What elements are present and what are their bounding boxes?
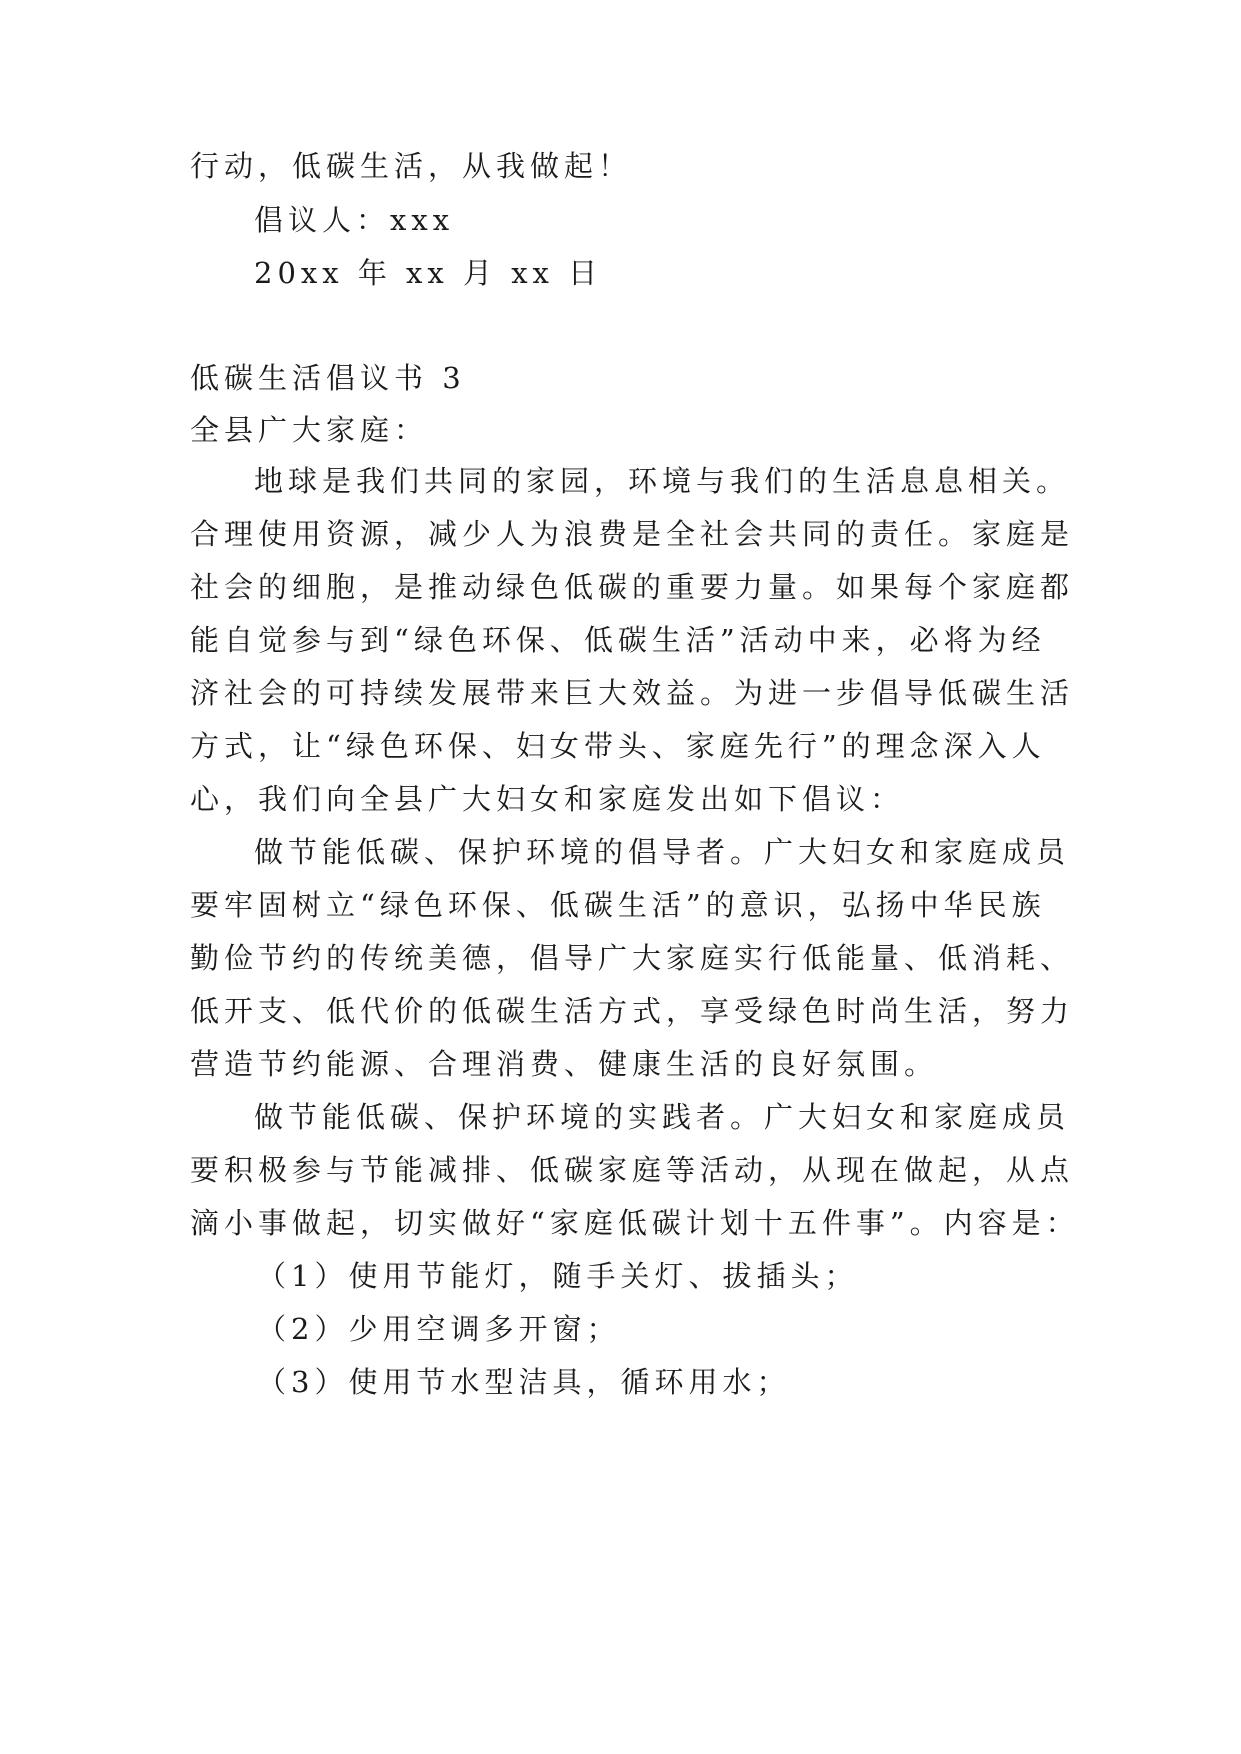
paragraph-line: 要牢固树立“绿色环保、低碳生活”的意识，弘扬中华民族: [190, 888, 1046, 922]
paragraph-line: 做节能低碳、保护环境的倡导者。广大妇女和家庭成员: [254, 835, 1071, 869]
paragraph-line: 滴小事做起，切实做好“家庭低碳计划十五件事”。内容是：: [190, 1206, 1080, 1240]
paragraph-line: 低开支、低代价的低碳生活方式，享受绿色时尚生活，努力: [190, 994, 1075, 1028]
paragraph-line: 能自觉参与到“绿色环保、低碳生活”活动中来，必将为经: [190, 623, 1046, 657]
paragraph-line: 济社会的可持续发展带来巨大效益。为进一步倡导低碳生活: [190, 676, 1075, 710]
list-item: （3）使用节水型洁具，循环用水；: [257, 1365, 791, 1399]
signer-line: 倡议人：xxx: [254, 203, 455, 237]
section-title: 低碳生活倡议书 3: [190, 361, 466, 395]
list-item: （2）少用空调多开窗；: [257, 1312, 621, 1346]
paragraph-line: 合理使用资源，减少人为浪费是全社会共同的责任。家庭是: [190, 517, 1075, 551]
paragraph-line: 心，我们向全县广大妇女和家庭发出如下倡议：: [190, 782, 905, 816]
paragraph-line: 地球是我们共同的家园，环境与我们的生活息息相关。: [254, 464, 1071, 498]
paragraph-line: 社会的细胞，是推动绿色低碳的重要力量。如果每个家庭都: [190, 570, 1075, 604]
paragraph-line: 要积极参与节能减排、低碳家庭等活动，从现在做起，从点: [190, 1153, 1075, 1187]
paragraph-line: 营造节约能源、合理消费、健康生活的良好氛围。: [190, 1047, 939, 1081]
paragraph-line: 做节能低碳、保护环境的实践者。广大妇女和家庭成员: [254, 1100, 1071, 1134]
date-line: 20xx 年 xx 月 xx 日: [254, 256, 603, 290]
closing-text: 行动，低碳生活，从我做起！: [190, 149, 633, 183]
salutation: 全县广大家庭：: [190, 413, 429, 447]
list-item: （1）使用节能灯，随手关灯、拔插头；: [257, 1259, 859, 1293]
paragraph-line: 勤俭节约的传统美德，倡导广大家庭实行低能量、低消耗、: [190, 941, 1075, 975]
paragraph-line: 方式，让“绿色环保、妇女带头、家庭先行”的理念深入人: [190, 729, 1046, 763]
